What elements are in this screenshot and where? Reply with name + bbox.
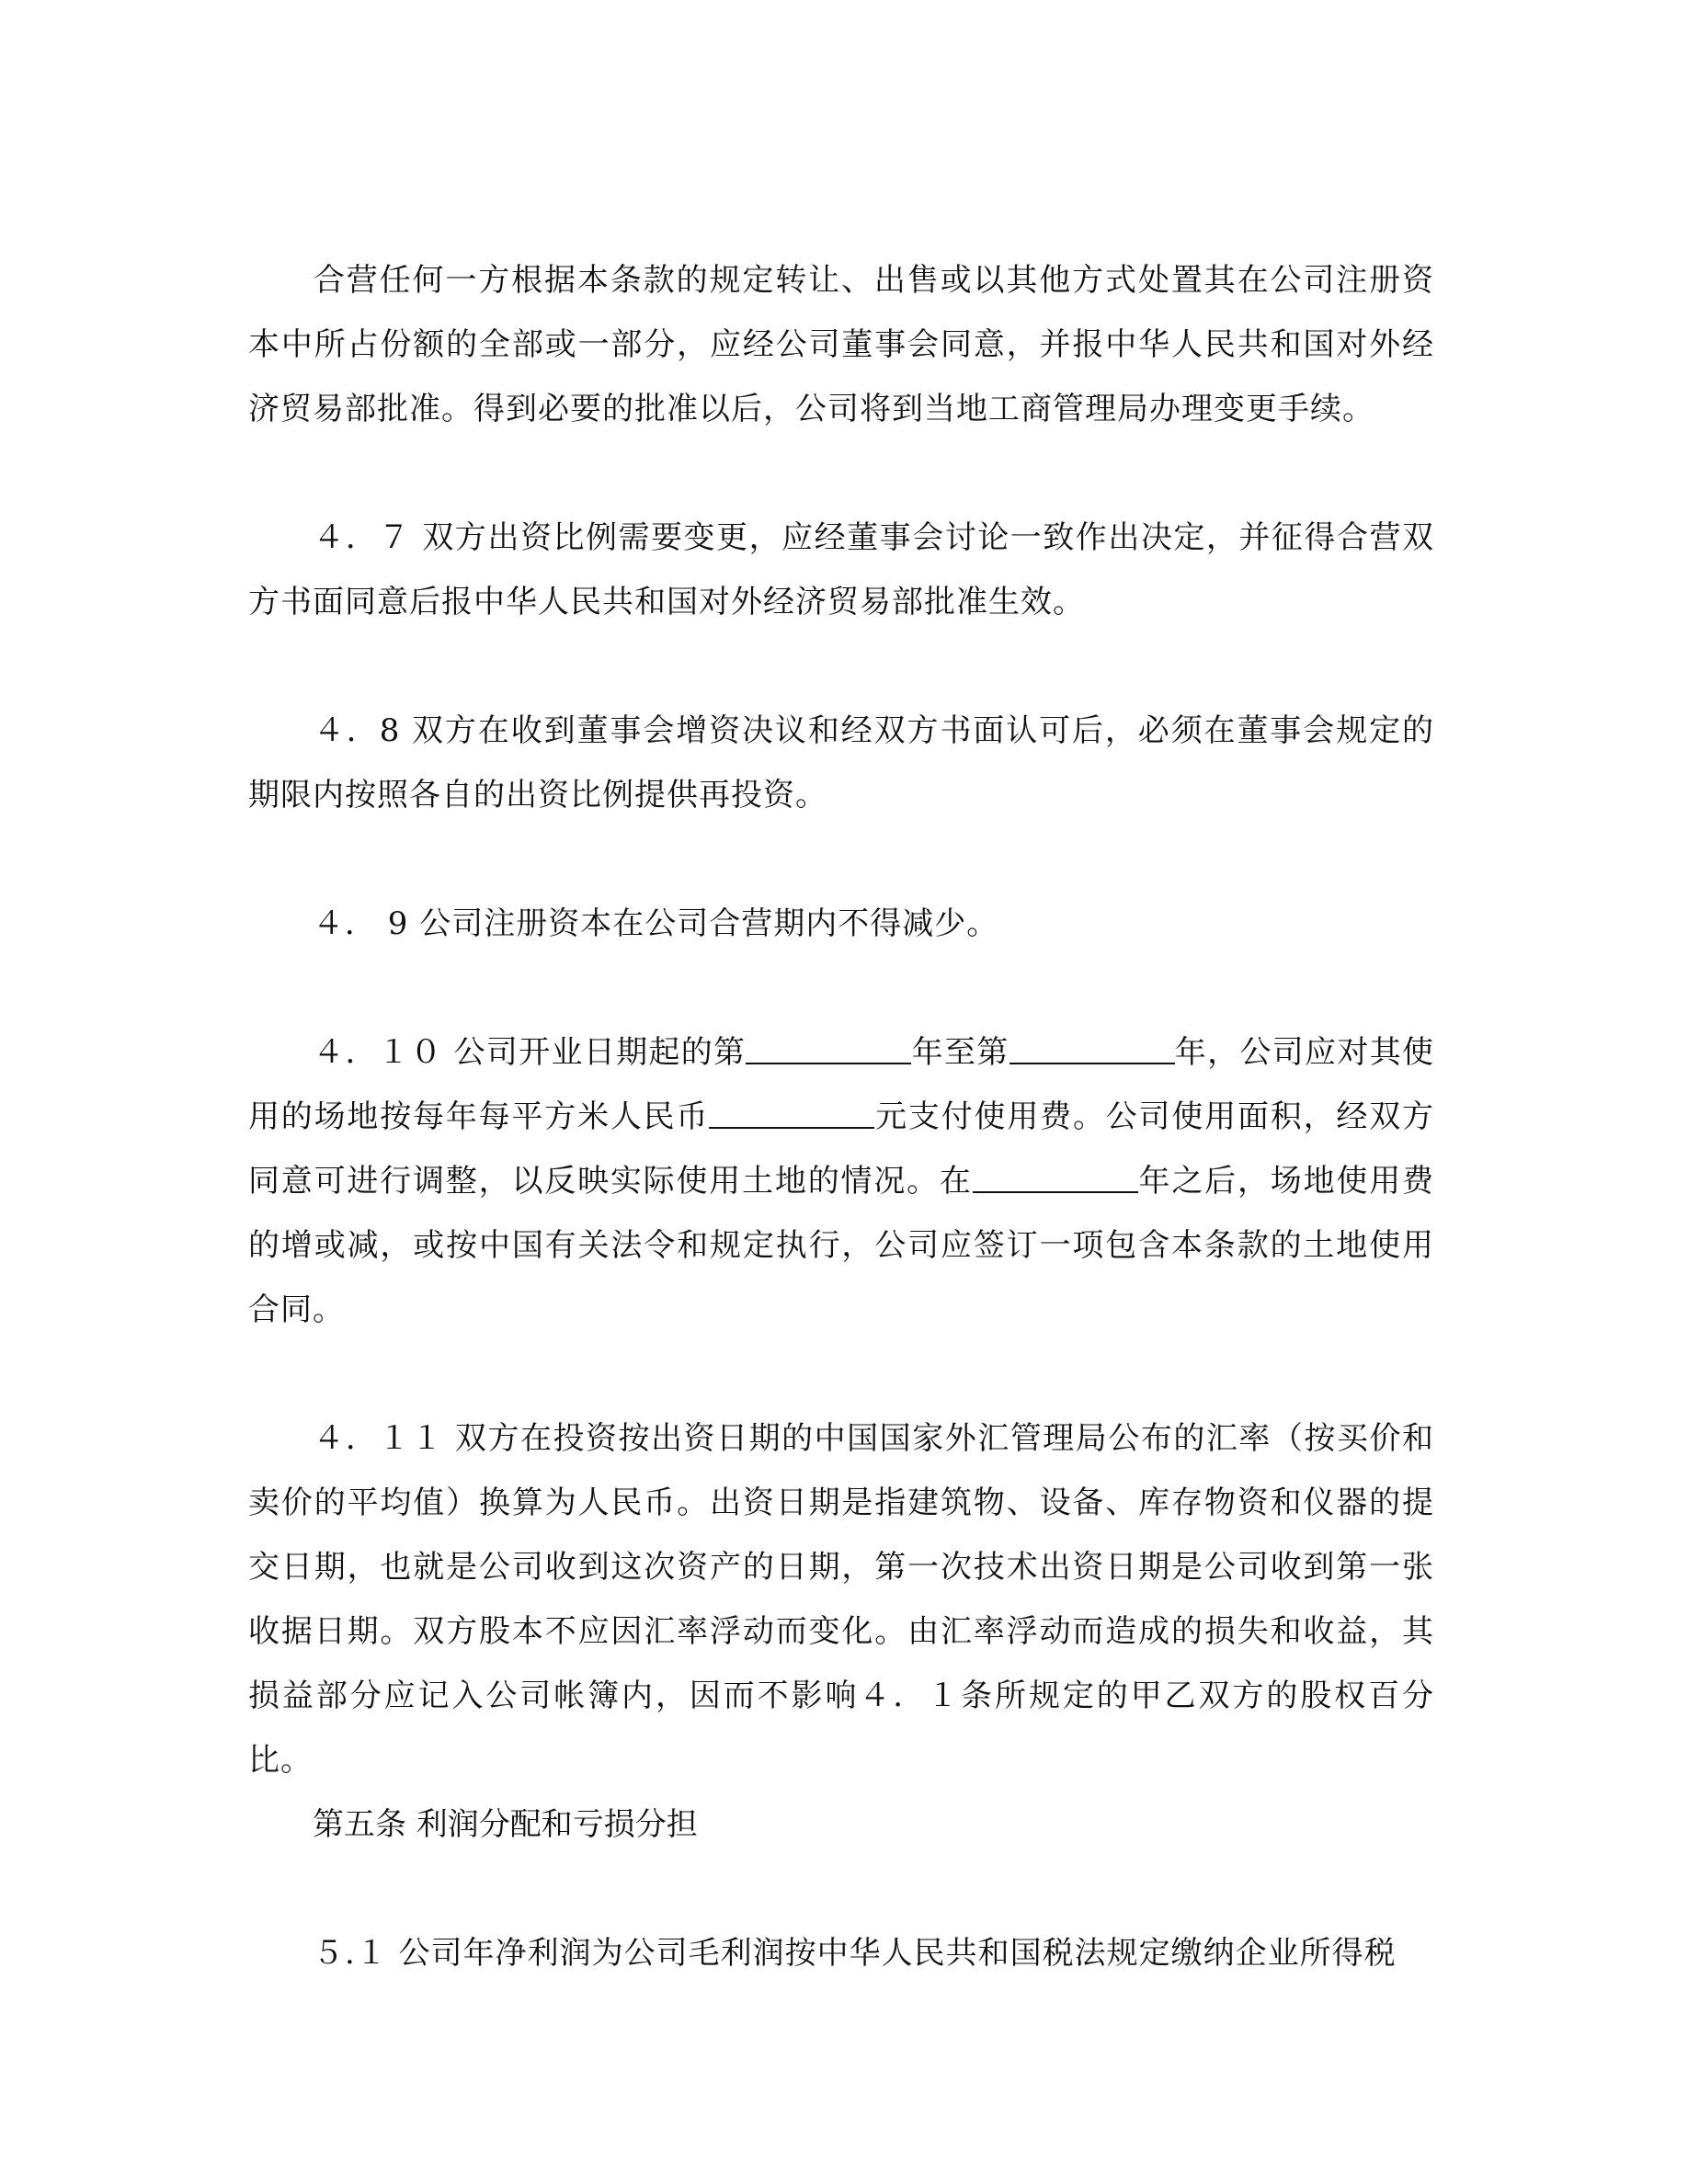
paragraph-5-1 [248, 1921, 1434, 1985]
section-heading-article-5: 第五条 利润分配和亏损分担 [313, 1806, 698, 1843]
paragraph-text-d: 元支付使用费。公司使用面积，经双方同意可进行调整，以反映实际使用土地的情况。在 [248, 1098, 1435, 1200]
paragraph-4-7 [248, 506, 1434, 634]
blank-end-year-field[interactable] [1009, 1035, 1175, 1064]
paragraph-text: ４． 9 公司注册资本在公司合营期内不得减少。 [313, 905, 999, 942]
paragraph-text: ５.１ 公司年净利润为公司毛利润按中华人民共和国税法规定缴纳企业所得税 [313, 1935, 1397, 1972]
paragraph-4-11 [248, 1406, 1434, 1792]
paragraph-4-10 [248, 1020, 1434, 1342]
blank-fee-amount-field[interactable] [709, 1099, 874, 1129]
paragraph-text-e: 年之后，场地使用费的增或减，或按中国有关法令和规定执行，公司应签订一项包含本条款的土地使用合同。 [248, 1163, 1435, 1328]
paragraph-text-b: 年至第 [911, 1034, 1009, 1071]
paragraph-text: ４．１１ 双方在投资按出资日期的中国国家外汇管理局公布的汇率（按买价和卖价的平均值）换算为人民币。出资日期是指建筑物、设备、库存物资和仪器的提交日期，也就是公司收到这次资产的日期，第一次技术出资日期是公司收到第一张收据日期。双方股本不应因汇率浮动而变化。由汇率浮动而造成的损失和收益，其损益部分应记入公司帐簿内，因而不影响４．１条所规定的甲乙双方的股权百分比。 [248, 1420, 1434, 1779]
paragraph-text: 合营任何一方根据本条款的规定转让、出售或以其他方式处置其在公司注册资本中所占份额的全部或一部分，应经公司董事会同意，并报中华人民共和国对外经济贸易部批准。得到必要的批准以后，公司将到当地工商管理局办理变更手续。 [248, 262, 1434, 427]
paragraph-text: ４．７ 双方出资比例需要变更，应经董事会讨论一致作出决定，并征得合营双方书面同意后报中华人民共和国对外经济贸易部批准生效。 [248, 519, 1434, 620]
paragraph-text-a: ４．１０ 公司开业日期起的第 [313, 1034, 747, 1071]
paragraph-text: ４．8 双方在收到董事会增资决议和经双方书面认可后，必须在董事会规定的期限内按照各自的出资比例提供再投资。 [248, 712, 1434, 813]
blank-adjust-year-field[interactable] [973, 1164, 1138, 1193]
blank-start-year-field[interactable] [746, 1035, 911, 1064]
paragraph-text-c: 年，公司应对其使用的场地按每年每平方米人民币 [248, 1034, 1435, 1135]
paragraph-4-9 [248, 892, 1434, 956]
paragraph-transfer-of-shares [248, 248, 1434, 441]
paragraph-4-8 [248, 699, 1434, 827]
